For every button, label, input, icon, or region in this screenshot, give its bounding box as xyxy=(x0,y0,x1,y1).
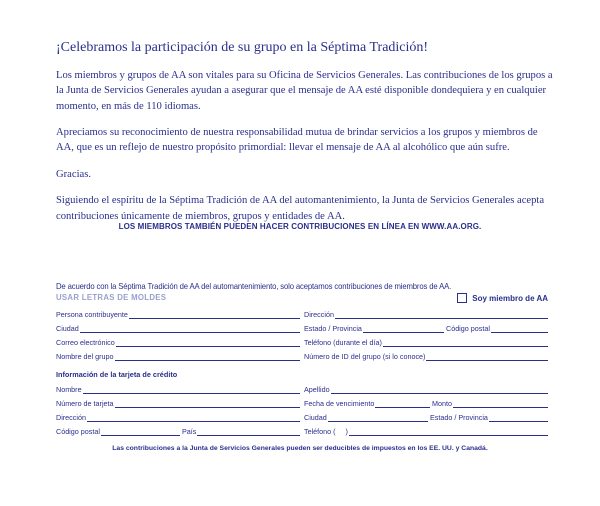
intro-paragraph: Siguiendo el espíritu de la Séptima Tradición de AA del automantenimiento, la Junta de Servicios Generales acepta contribuciones únicamente de miembros, grupos y entidades de AA. xyxy=(56,195,545,222)
card-name-field[interactable] xyxy=(56,383,300,394)
phone-day-field[interactable] xyxy=(304,336,548,347)
input-line[interactable] xyxy=(129,310,300,319)
email-field[interactable] xyxy=(56,336,300,347)
member-checkbox-group[interactable] xyxy=(457,293,548,303)
field-label: Ciudad xyxy=(56,324,79,333)
city-field[interactable] xyxy=(56,322,300,333)
contribution-form xyxy=(56,281,548,436)
address-field[interactable] xyxy=(304,308,548,319)
field-label: Teléfono (durante el día) xyxy=(304,338,382,347)
form-row xyxy=(56,322,548,334)
input-line[interactable] xyxy=(375,399,430,408)
field-label: Estado / Provincia xyxy=(304,324,362,333)
input-line[interactable] xyxy=(87,413,300,422)
group-name-field[interactable] xyxy=(56,350,300,361)
input-line[interactable] xyxy=(491,324,548,333)
input-line[interactable] xyxy=(80,324,300,333)
tax-footnote: Las contribuciones a la Junta de Servicios Generales pueden ser deducibles de impuestos en los EE. UU. y Canadá. xyxy=(112,445,488,452)
form-row xyxy=(56,411,548,423)
field-label: Apellido xyxy=(304,385,330,394)
field-label: Teléfono ( ) xyxy=(304,427,348,436)
form-row xyxy=(56,397,548,409)
form-row xyxy=(56,336,548,348)
input-line[interactable] xyxy=(197,427,300,436)
member-checkbox[interactable] xyxy=(457,293,467,303)
intro-title: ¡Celebramos la participación de su grupo en la Séptima Tradición! xyxy=(56,40,429,55)
input-line[interactable] xyxy=(335,310,548,319)
online-contribution-note: LOS MIEMBROS TAMBIÉN PUEDEN HACER CONTRIBUCIONES EN LÍNEA EN WWW.AA.ORG. xyxy=(118,222,482,231)
input-line[interactable] xyxy=(116,338,300,347)
input-line[interactable] xyxy=(426,352,548,361)
field-label: Dirección xyxy=(304,310,334,319)
input-line[interactable] xyxy=(363,324,444,333)
card-expiry-field[interactable] xyxy=(304,397,430,408)
field-label: Estado / Provincia xyxy=(430,413,488,422)
card-section-title: Información de la tarjeta de crédito xyxy=(56,370,178,379)
form-row xyxy=(56,350,548,362)
input-line[interactable] xyxy=(115,352,300,361)
card-address-field[interactable] xyxy=(56,411,300,422)
card-surname-field[interactable] xyxy=(304,383,548,394)
card-number-field[interactable] xyxy=(56,397,300,408)
input-line[interactable] xyxy=(328,413,428,422)
intro-section xyxy=(56,40,556,235)
form-row xyxy=(56,383,548,395)
field-label: País xyxy=(182,427,197,436)
card-city-field[interactable] xyxy=(304,411,428,422)
postal-field[interactable] xyxy=(446,322,548,333)
input-line[interactable] xyxy=(101,427,180,436)
input-line[interactable] xyxy=(83,385,300,394)
intro-paragraph: Los miembros y grupos de AA son vitales para su Oficina de Servicios Generales. Las contribuciones de los grupos a la Junta de Servicios Generales ayudan a asegurar que el mensaje de AA esté disponible dondequiera y en cualquier momento, en más de 110 idiomas. xyxy=(56,70,553,112)
card-state-field[interactable] xyxy=(430,411,548,422)
intro-paragraph: Apreciamos su reconocimiento de nuestra responsabilidad mutua de brindar servicios a los grupos y miembros de AA, que es un reflejo de nuestro propósito primordial: llevar el mensaje de AA al alcohólico que aún sufre. xyxy=(56,127,538,154)
card-country-field[interactable] xyxy=(182,425,300,436)
card-phone-field[interactable] xyxy=(304,425,548,436)
form-intro: De acuerdo con la Séptima Tradición de AA del automantenimiento, solo aceptamos contribuciones de miembros de AA. xyxy=(56,281,452,291)
field-label: Persona contribuyente xyxy=(56,310,128,319)
input-line[interactable] xyxy=(331,385,548,394)
form-row xyxy=(56,425,548,437)
field-label: Número de ID del grupo (si lo conoce) xyxy=(304,352,426,361)
group-id-field[interactable] xyxy=(304,350,548,361)
field-label: Número de tarjeta xyxy=(56,399,114,408)
field-label: Ciudad xyxy=(304,413,327,422)
field-label: Código postal xyxy=(446,324,490,333)
intro-paragraph: Gracias. xyxy=(56,168,91,180)
state-field[interactable] xyxy=(304,322,444,333)
form-row xyxy=(56,308,548,320)
field-label: Correo electrónico xyxy=(56,338,115,347)
contributor-field[interactable] xyxy=(56,308,300,319)
input-line[interactable] xyxy=(349,427,548,436)
input-line[interactable] xyxy=(453,399,548,408)
card-amount-field[interactable] xyxy=(432,397,548,408)
field-label: Dirección xyxy=(56,413,86,422)
field-label: Fecha de vencimiento xyxy=(304,399,375,408)
field-label: Nombre xyxy=(56,385,82,394)
member-checkbox-label: Soy miembro de AA xyxy=(472,293,548,303)
field-label: Monto xyxy=(432,399,452,408)
print-caps-note: USAR LETRAS DE MOLDES xyxy=(56,293,167,302)
input-line[interactable] xyxy=(115,399,300,408)
card-postal-field[interactable] xyxy=(56,425,180,436)
field-label: Código postal xyxy=(56,427,100,436)
input-line[interactable] xyxy=(383,338,548,347)
input-line[interactable] xyxy=(489,413,548,422)
field-label: Nombre del grupo xyxy=(56,352,114,361)
